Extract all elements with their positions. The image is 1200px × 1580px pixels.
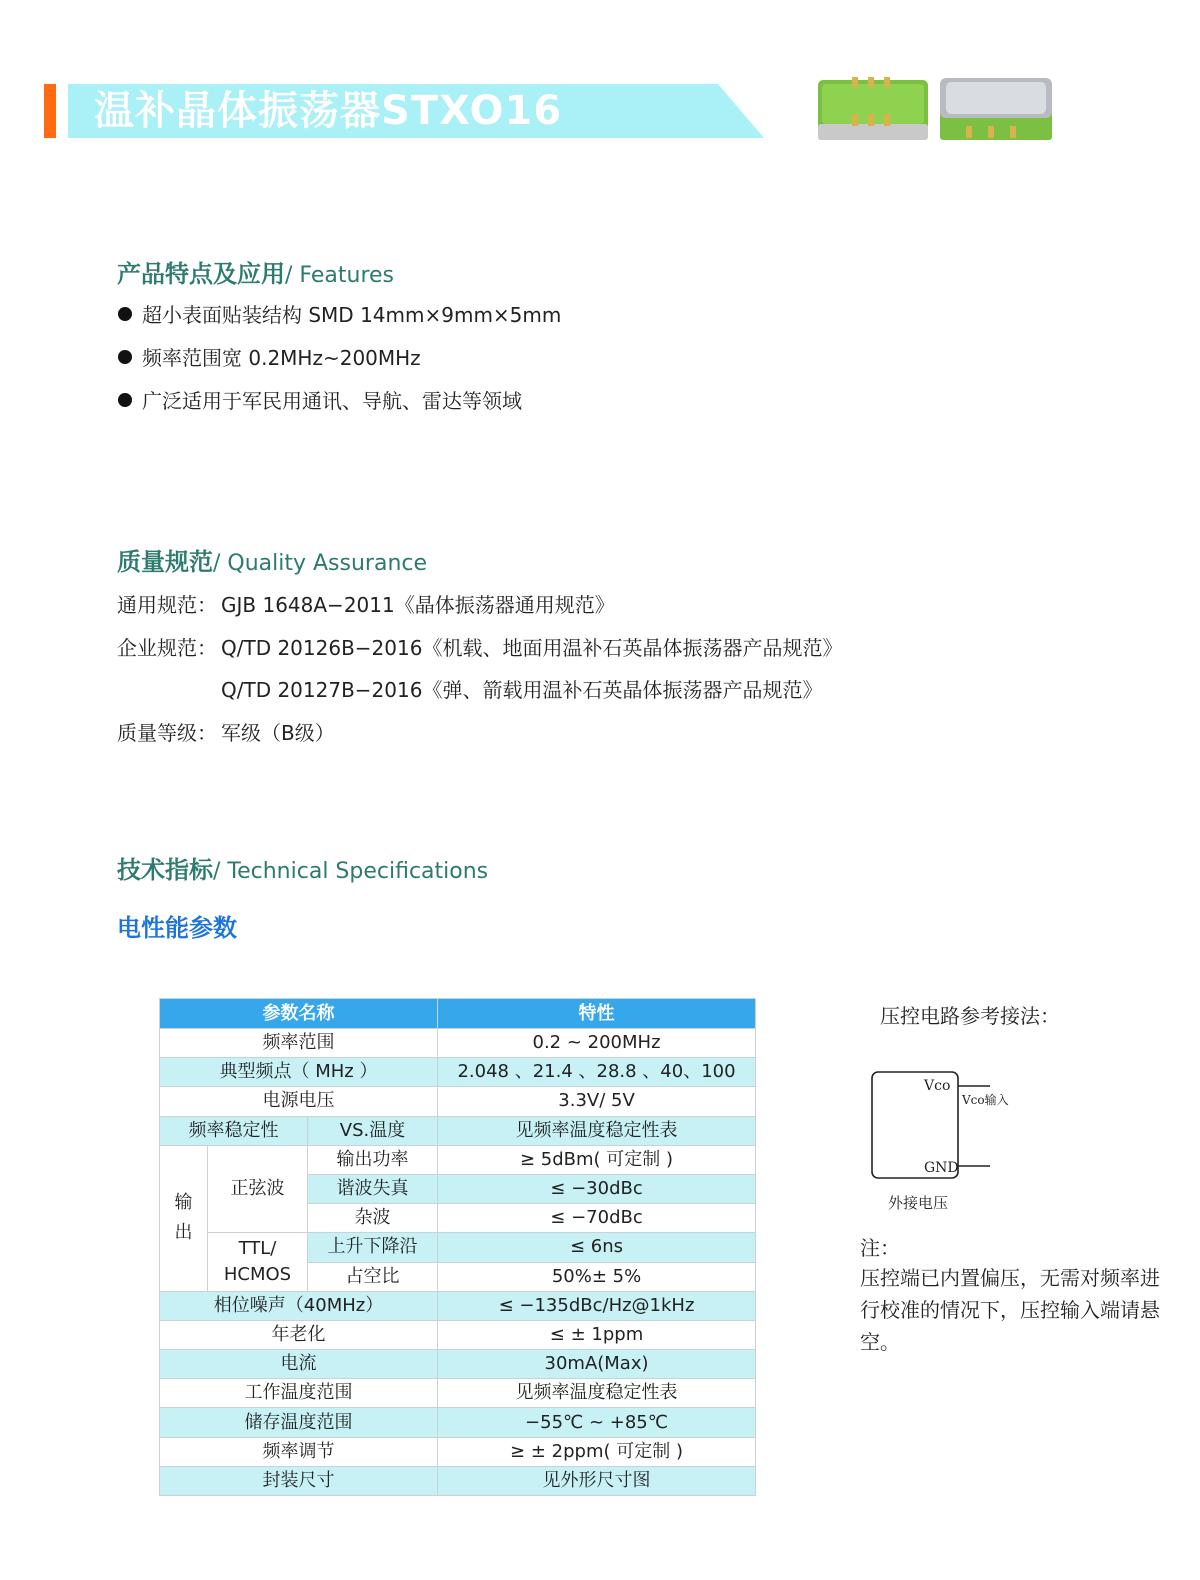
feature-item: 频率范围宽 0.2MHz~200MHz	[118, 344, 421, 372]
qa-enterprise: 企业规范： Q/TD 20126B−2016《机载、地面用温补石英晶体振荡器产品规范》	[117, 636, 843, 660]
bullet-icon	[118, 307, 132, 321]
note-heading: 注：	[860, 1236, 900, 1260]
header-char: 特性	[438, 999, 756, 1029]
spec-table	[159, 998, 756, 1496]
electrical-subheading: 电性能参数	[117, 914, 237, 942]
table-row: 占空比 50%± 5%	[160, 1262, 756, 1291]
table-header-row	[160, 999, 756, 1029]
table-row: 年老化 ≤ ± 1ppm	[160, 1320, 756, 1349]
tech-heading	[117, 850, 488, 885]
table-row: 工作温度范围 见频率温度稳定性表	[160, 1379, 756, 1408]
gnd-pin-label: GND	[924, 1160, 959, 1176]
table-row: 频率稳定性 VS.温度 见频率温度稳定性表	[160, 1116, 756, 1145]
table-row: TTL/ HCMOS 上升下降沿 ≤ 6ns	[160, 1233, 756, 1262]
bullet-icon	[118, 350, 132, 364]
features-heading-cn: 产品特点及应用	[117, 260, 285, 288]
external-voltage-label: 外接电压	[888, 1194, 949, 1212]
table-row: 典型频点（ MHz ） 2.048 、21.4 、28.8 、40、100	[160, 1058, 756, 1087]
tech-heading-en: / Technical Specifications	[213, 859, 489, 884]
table-row: 电源电压 3.3V/ 5V	[160, 1087, 756, 1116]
qa-enterprise-2: Q/TD 20127B−2016《弹、箭载用温补石英晶体振荡器产品规范》	[221, 678, 823, 702]
table-row: 输出 正弦波 输出功率 ≥ 5dBm( 可定制 )	[160, 1145, 756, 1174]
table-row: 相位噪声（40MHz） ≤ −135dBc/Hz@1kHz	[160, 1291, 756, 1320]
qa-grade: 质量等级： 军级（B级）	[117, 721, 335, 745]
feature-item: 广泛适用于军民用通讯、导航、雷达等领域	[118, 387, 522, 415]
table-row: 杂波 ≤ −70dBc	[160, 1204, 756, 1233]
vco-pin-label: Vco	[924, 1078, 951, 1094]
quality-heading-en: / Quality Assurance	[213, 551, 428, 576]
table-row: 储存温度范围 −55℃ ~ +85℃	[160, 1408, 756, 1437]
header-param: 参数名称	[160, 999, 438, 1029]
table-row: 频率范围 0.2 ~ 200MHz	[160, 1029, 756, 1058]
table-row: 电流 30mA(Max)	[160, 1350, 756, 1379]
quality-heading-cn: 质量规范	[117, 548, 213, 576]
circuit-title: 压控电路参考接法：	[880, 1004, 1060, 1028]
qa-general: 通用规范： GJB 1648A−2011《晶体振荡器通用规范》	[117, 593, 615, 617]
ttl-label: TTL/ HCMOS	[208, 1233, 308, 1291]
vco-circuit-diagram	[860, 1060, 1060, 1220]
product-photo-green-smd	[816, 74, 930, 144]
bullet-icon	[118, 393, 132, 407]
features-heading	[117, 254, 394, 289]
note-body: 压控端已内置偏压，无需对频率进行校准的情况下，压控输入端请悬空。	[860, 1266, 1160, 1354]
title-accent-bar	[44, 84, 56, 138]
table-row: 频率调节 ≥ ± 2ppm( 可定制 )	[160, 1437, 756, 1466]
product-photo-metal-smd	[936, 74, 1056, 144]
table-row: 封装尺寸 见外形尺寸图	[160, 1466, 756, 1495]
output-label: 输出	[160, 1145, 208, 1291]
feature-item: 超小表面贴装结构 SMD 14mm×9mm×5mm	[118, 301, 561, 329]
tech-heading-cn: 技术指标	[117, 856, 213, 884]
vco-input-label: Vco输入	[962, 1093, 1009, 1107]
table-row: 谐波失真 ≤ −30dBc	[160, 1174, 756, 1203]
quality-heading	[117, 542, 427, 577]
features-heading-en: / Features	[285, 263, 395, 288]
page-title: 温补晶体振荡器STXO16	[94, 88, 563, 134]
